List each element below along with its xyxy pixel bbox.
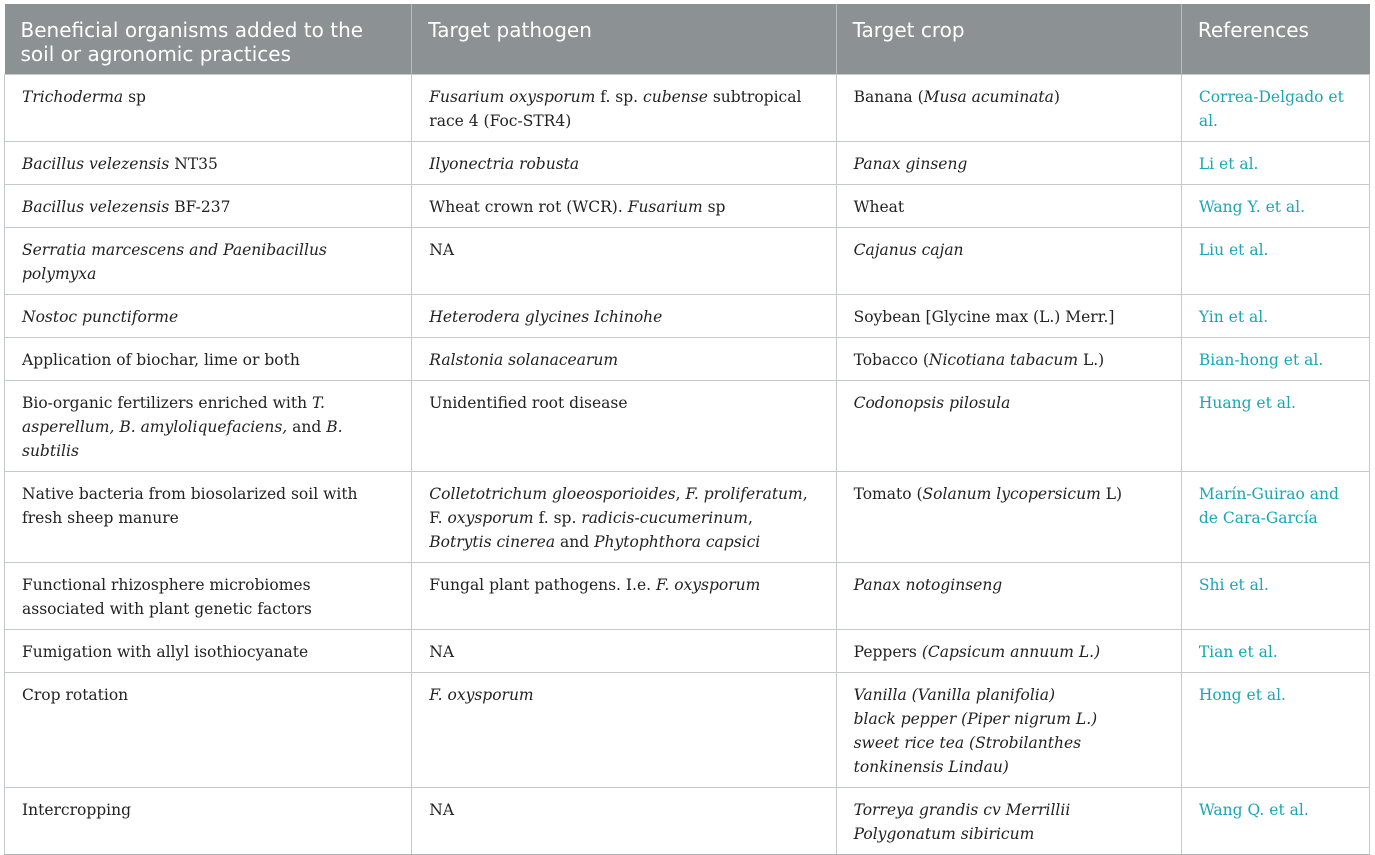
pathogen-cell: [412, 228, 836, 295]
crop-cell-text: Tobacco (: [853, 351, 929, 369]
crop-cell-text: Vanilla (Vanilla planifolia): [853, 686, 1056, 704]
reference-cell: [1181, 381, 1369, 472]
reference-link[interactable]: Huang et al.: [1198, 394, 1296, 412]
pathogen-cell: [412, 142, 836, 185]
organism-cell-text: Serratia marcescens and Paenibacillus polymyxa: [22, 241, 327, 283]
organism-cell-text: Fumigation with allyl isothiocyanate: [22, 643, 309, 661]
table-row: [5, 630, 1370, 673]
table-row: [5, 381, 1370, 472]
organism-cell: [5, 295, 412, 338]
organism-cell-text: Application of biochar, lime or both: [22, 351, 300, 369]
organism-cell-text: sp: [123, 88, 146, 106]
pathogen-cell-text: NA: [429, 643, 455, 661]
table-row: [5, 673, 1370, 788]
reference-link[interactable]: Yin et al.: [1198, 308, 1269, 326]
table-row: [5, 185, 1370, 228]
table-body: [5, 75, 1370, 855]
crop-cell-text: Peppers: [853, 643, 922, 661]
reference-link[interactable]: Shi et al.: [1198, 576, 1269, 594]
pathogen-cell-text: Fungal plant pathogens. I.e.: [429, 576, 656, 594]
crop-cell-text: Musa acuminata: [923, 88, 1054, 106]
organism-cell-text: and: [287, 418, 327, 436]
reference-cell: [1181, 788, 1369, 855]
crop-cell-text: Soybean [Glycine max (L.) Merr.]: [853, 308, 1115, 326]
reference-link[interactable]: Li et al.: [1198, 155, 1259, 173]
crop-cell: [836, 381, 1181, 472]
pathogen-cell-text: oxysporum: [447, 509, 534, 527]
organism-cell: [5, 630, 412, 673]
pathogen-cell: [412, 472, 836, 563]
crop-cell-text: L): [1100, 485, 1123, 503]
reference-cell: [1181, 472, 1369, 563]
crop-cell: [836, 673, 1181, 788]
pathogen-cell: [412, 75, 836, 142]
crop-cell: [836, 185, 1181, 228]
pathogen-cell-text: Colletotrichum gloeosporioides: [429, 485, 676, 503]
table-row: [5, 228, 1370, 295]
crop-cell-text: Torreya grandis cv Merrillii: [853, 801, 1071, 819]
pathogen-cell-text: subtropical race 4 (Foc-STR4): [429, 88, 802, 130]
reference-link[interactable]: Liu et al.: [1198, 241, 1269, 259]
pathogen-cell-text: Heterodera glycines Ichinohe: [429, 308, 663, 326]
table-row: [5, 75, 1370, 142]
pathogen-cell-text: and: [555, 533, 595, 551]
reference-cell: [1181, 295, 1369, 338]
table-row: [5, 472, 1370, 563]
organism-cell-text: Native bacteria from biosolarized soil with fresh sheep manure: [22, 485, 358, 527]
pathogen-cell-text: Fusarium: [627, 198, 703, 216]
pathogen-cell: [412, 295, 836, 338]
table-row: [5, 295, 1370, 338]
header-organism: Beneficial organisms added to the soil or agronomic practices: [5, 4, 412, 75]
pathogen-cell-text: F. proliferatum: [685, 485, 803, 503]
reference-link[interactable]: Tian et al.: [1198, 643, 1278, 661]
crop-cell: [836, 788, 1181, 855]
reference-link[interactable]: Marín-Guirao and de Cara-García: [1198, 485, 1339, 527]
pathogen-cell: [412, 673, 836, 788]
crop-cell-text: Cajanus cajan: [853, 241, 964, 259]
crop-cell-text: Solanum lycopersicum: [922, 485, 1101, 503]
pathogen-cell-text: NA: [429, 241, 455, 259]
header-references: References: [1181, 4, 1369, 75]
reference-cell: [1181, 563, 1369, 630]
organism-cell-text: T. asperellum, B. amyloliquefaciens,: [22, 394, 325, 436]
table-row: [5, 142, 1370, 185]
crop-cell-text: Wheat: [853, 198, 905, 216]
pathogen-cell-text: F. oxysporum: [656, 576, 761, 594]
pathogen-cell-text: ,: [675, 485, 686, 503]
crop-cell: [836, 75, 1181, 142]
crop-cell: [836, 295, 1181, 338]
header-crop: Target crop: [836, 4, 1181, 75]
pathogen-cell: [412, 563, 836, 630]
reference-cell: [1181, 75, 1369, 142]
pathogen-cell-text: NA: [429, 801, 455, 819]
pathogen-cell-text: sp: [702, 198, 726, 216]
pathogen-cell-text: F. oxysporum: [429, 686, 534, 704]
crop-cell-text: ): [1053, 88, 1060, 106]
pathogen-cell-text: Unidentified root disease: [429, 394, 628, 412]
organism-cell: [5, 75, 412, 142]
pathogen-control-table: [4, 4, 1370, 855]
organism-cell: [5, 788, 412, 855]
pathogen-cell: [412, 185, 836, 228]
pathogen-cell-text: ,: [747, 509, 753, 527]
crop-cell-text: Tomato (: [853, 485, 923, 503]
pathogen-cell-text: Phytophthora capsici: [594, 533, 761, 551]
crop-cell-text: Codonopsis pilosula: [853, 394, 1011, 412]
header-row: [5, 4, 1370, 75]
pathogen-cell-text: cubense: [643, 88, 708, 106]
table-row: [5, 338, 1370, 381]
organism-cell-text: Bacillus velezensis: [22, 155, 170, 173]
organism-cell: [5, 338, 412, 381]
reference-cell: [1181, 228, 1369, 295]
crop-cell-text: black pepper (Piper nigrum L.): [853, 710, 1098, 728]
crop-cell: [836, 630, 1181, 673]
crop-cell-text: Panax ginseng: [853, 155, 968, 173]
header-pathogen: Target pathogen: [412, 4, 836, 75]
reference-link[interactable]: Wang Y. et al.: [1198, 198, 1306, 216]
crop-cell: [836, 472, 1181, 563]
reference-link[interactable]: Bian-hong et al.: [1198, 351, 1324, 369]
reference-cell: [1181, 630, 1369, 673]
pathogen-cell-text: Ralstonia solanacearum: [429, 351, 619, 369]
crop-cell-text: Polygonatum sibiricum: [853, 825, 1035, 843]
organism-cell-text: Crop rotation: [22, 686, 129, 704]
crop-cell-text: L.): [1078, 351, 1105, 369]
crop-cell-text: Banana (: [853, 88, 924, 106]
organism-cell-text: Trichoderma: [22, 88, 124, 106]
crop-cell-text: (Capsicum annuum L.): [921, 643, 1101, 661]
organism-cell-text: Bio-organic fertilizers enriched with: [22, 394, 312, 412]
crop-cell: [836, 563, 1181, 630]
reference-cell: [1181, 673, 1369, 788]
organism-cell: [5, 381, 412, 472]
crop-cell-text: sweet rice tea (Strobilanthes tonkinensis Lindau): [853, 734, 1082, 776]
crop-cell-text: Nicotiana tabacum: [928, 351, 1079, 369]
reference-link[interactable]: Wang Q. et al.: [1198, 801, 1309, 819]
organism-cell-text: NT35: [169, 155, 218, 173]
organism-cell: [5, 228, 412, 295]
pathogen-cell-text: Fusarium oxysporum: [429, 88, 596, 106]
crop-cell: [836, 338, 1181, 381]
organism-cell: [5, 673, 412, 788]
reference-link[interactable]: Hong et al.: [1198, 686, 1286, 704]
reference-cell: [1181, 142, 1369, 185]
organism-cell: [5, 185, 412, 228]
reference-link[interactable]: Correa-Delgado et al.: [1198, 88, 1344, 130]
pathogen-cell-text: Ilyonectria robusta: [429, 155, 580, 173]
pathogen-cell-text: f. sp.: [595, 88, 644, 106]
organism-cell: [5, 563, 412, 630]
pathogen-cell: [412, 381, 836, 472]
pathogen-cell: [412, 788, 836, 855]
organism-cell-text: Intercropping: [22, 801, 132, 819]
pathogen-cell-text: f. sp.: [533, 509, 582, 527]
crop-cell: [836, 142, 1181, 185]
pathogen-cell: [412, 338, 836, 381]
pathogen-cell-text: Wheat crown rot (WCR).: [429, 198, 628, 216]
reference-cell: [1181, 185, 1369, 228]
organism-cell: [5, 142, 412, 185]
table-row: [5, 563, 1370, 630]
pathogen-cell-text: , F.: [429, 485, 808, 527]
organism-cell-text: Functional rhizosphere microbiomes associated with plant genetic factors: [22, 576, 312, 618]
pathogen-cell: [412, 630, 836, 673]
pathogen-cell-text: radicis-cucumerinum: [581, 509, 748, 527]
organism-cell-text: B. subtilis: [22, 418, 343, 460]
organism-cell-text: BF-237: [169, 198, 231, 216]
crop-cell: [836, 228, 1181, 295]
crop-cell-text: Panax notoginseng: [853, 576, 1003, 594]
organism-cell-text: Nostoc punctiforme: [22, 308, 179, 326]
pathogen-cell-text: Botrytis cinerea: [429, 533, 556, 551]
organism-cell: [5, 472, 412, 563]
table-row: [5, 788, 1370, 855]
reference-cell: [1181, 338, 1369, 381]
organism-cell-text: Bacillus velezensis: [22, 198, 170, 216]
